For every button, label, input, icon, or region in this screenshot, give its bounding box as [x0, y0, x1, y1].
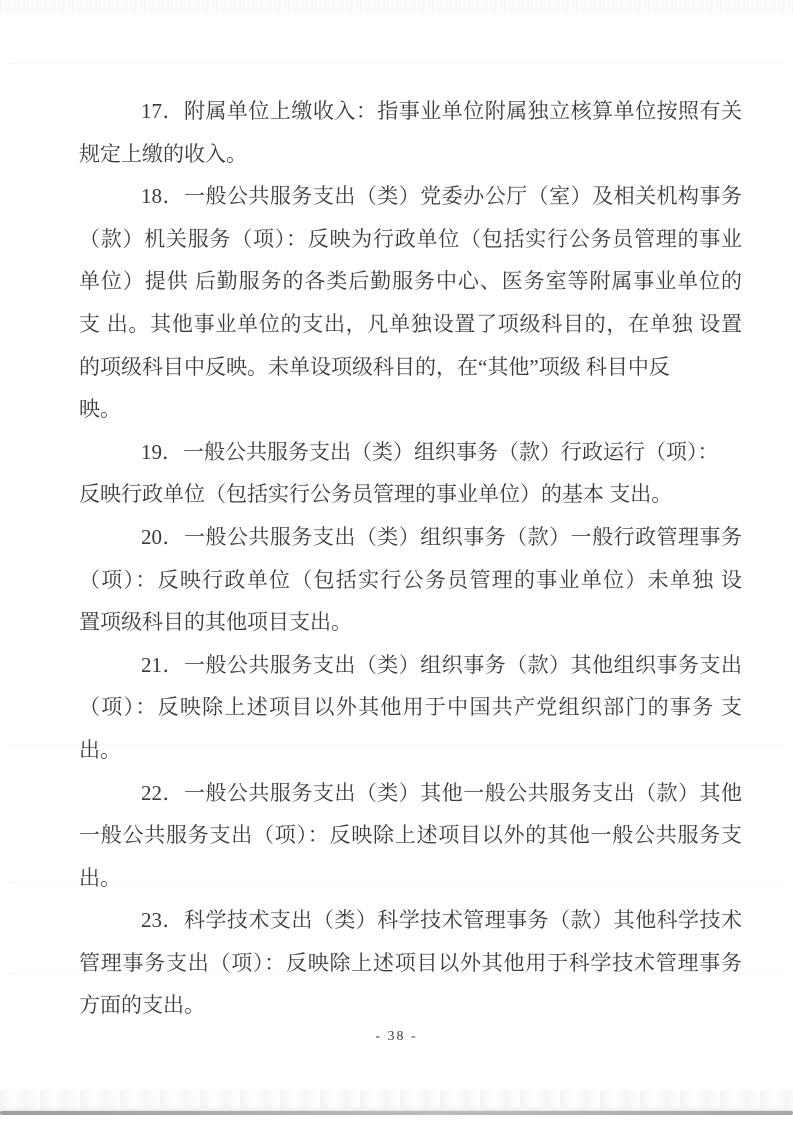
text-line: 映。	[79, 397, 121, 422]
text-line: 支 出。其他事业单位的支出，凡单独设置了项级科目的，在单独 设置	[79, 311, 742, 336]
text-line: 置项级科目的其他项目支出。	[79, 610, 352, 635]
text-line: 的项级科目中反映。未单设项级科目的，在“其他”项级 科目中反	[79, 354, 670, 379]
text-line: 22．一般公共服务支出（类）其他一般公共服务支出（款）其他	[141, 780, 742, 805]
text-line: 管理事务支出（项）：反映除上述项目以外其他用于科学技术管理事务	[79, 950, 742, 975]
text-line: 单位）提供 后勤服务的各类后勤服务中心、医务室等附属事业单位的	[79, 269, 742, 294]
text-line: 18．一般公共服务支出（类）党委办公厅（室）及相关机构事务	[141, 184, 742, 209]
text-line: （款）机关服务（项）：反映为行政单位（包括实行公务员管理的事业	[79, 226, 742, 251]
scan-artifact-line	[8, 63, 786, 64]
text-line: 方面的支出。	[79, 993, 205, 1018]
text-line: 出。	[79, 865, 121, 890]
text-line: 21．一般公共服务支出（类）组织事务（款）其他组织事务支出	[141, 652, 742, 677]
scan-noise-top	[0, 0, 793, 14]
text-line: 17．附属单位上缴收入：指事业单位附属独立核算单位按照有关	[141, 99, 742, 123]
text-line: 规定上缴的收入。	[79, 141, 247, 166]
scan-edge-bottom	[0, 1111, 793, 1115]
text-line: （项）：反映除上述项目以外其他用于中国共产党组织部门的事务 支	[79, 695, 742, 720]
text-line: 23．科学技术支出（类）科学技术管理事务（款）其他科学技术	[141, 908, 742, 933]
document-body	[79, 90, 742, 1027]
scan-noise-bottom	[0, 1090, 793, 1108]
text-line: 一般公共服务支出（项）：反映除上述项目以外的其他一般公共服务支	[79, 823, 742, 848]
text-line: 出。	[79, 737, 121, 762]
text-line: 19．一般公共服务支出（类）组织事务（款）行政运行（项）：	[141, 439, 719, 464]
text-line: （项）：反映行政单位（包括实行公务员管理的事业单位）未单独 设	[79, 567, 742, 592]
page-number: - 38 -	[375, 1029, 418, 1044]
text-line: 反映行政单位（包括实行公务员管理的事业单位）的基本 支出。	[79, 482, 673, 507]
text-line: 20．一般公共服务支出（类）组织事务（款）一般行政管理事务	[141, 524, 742, 549]
